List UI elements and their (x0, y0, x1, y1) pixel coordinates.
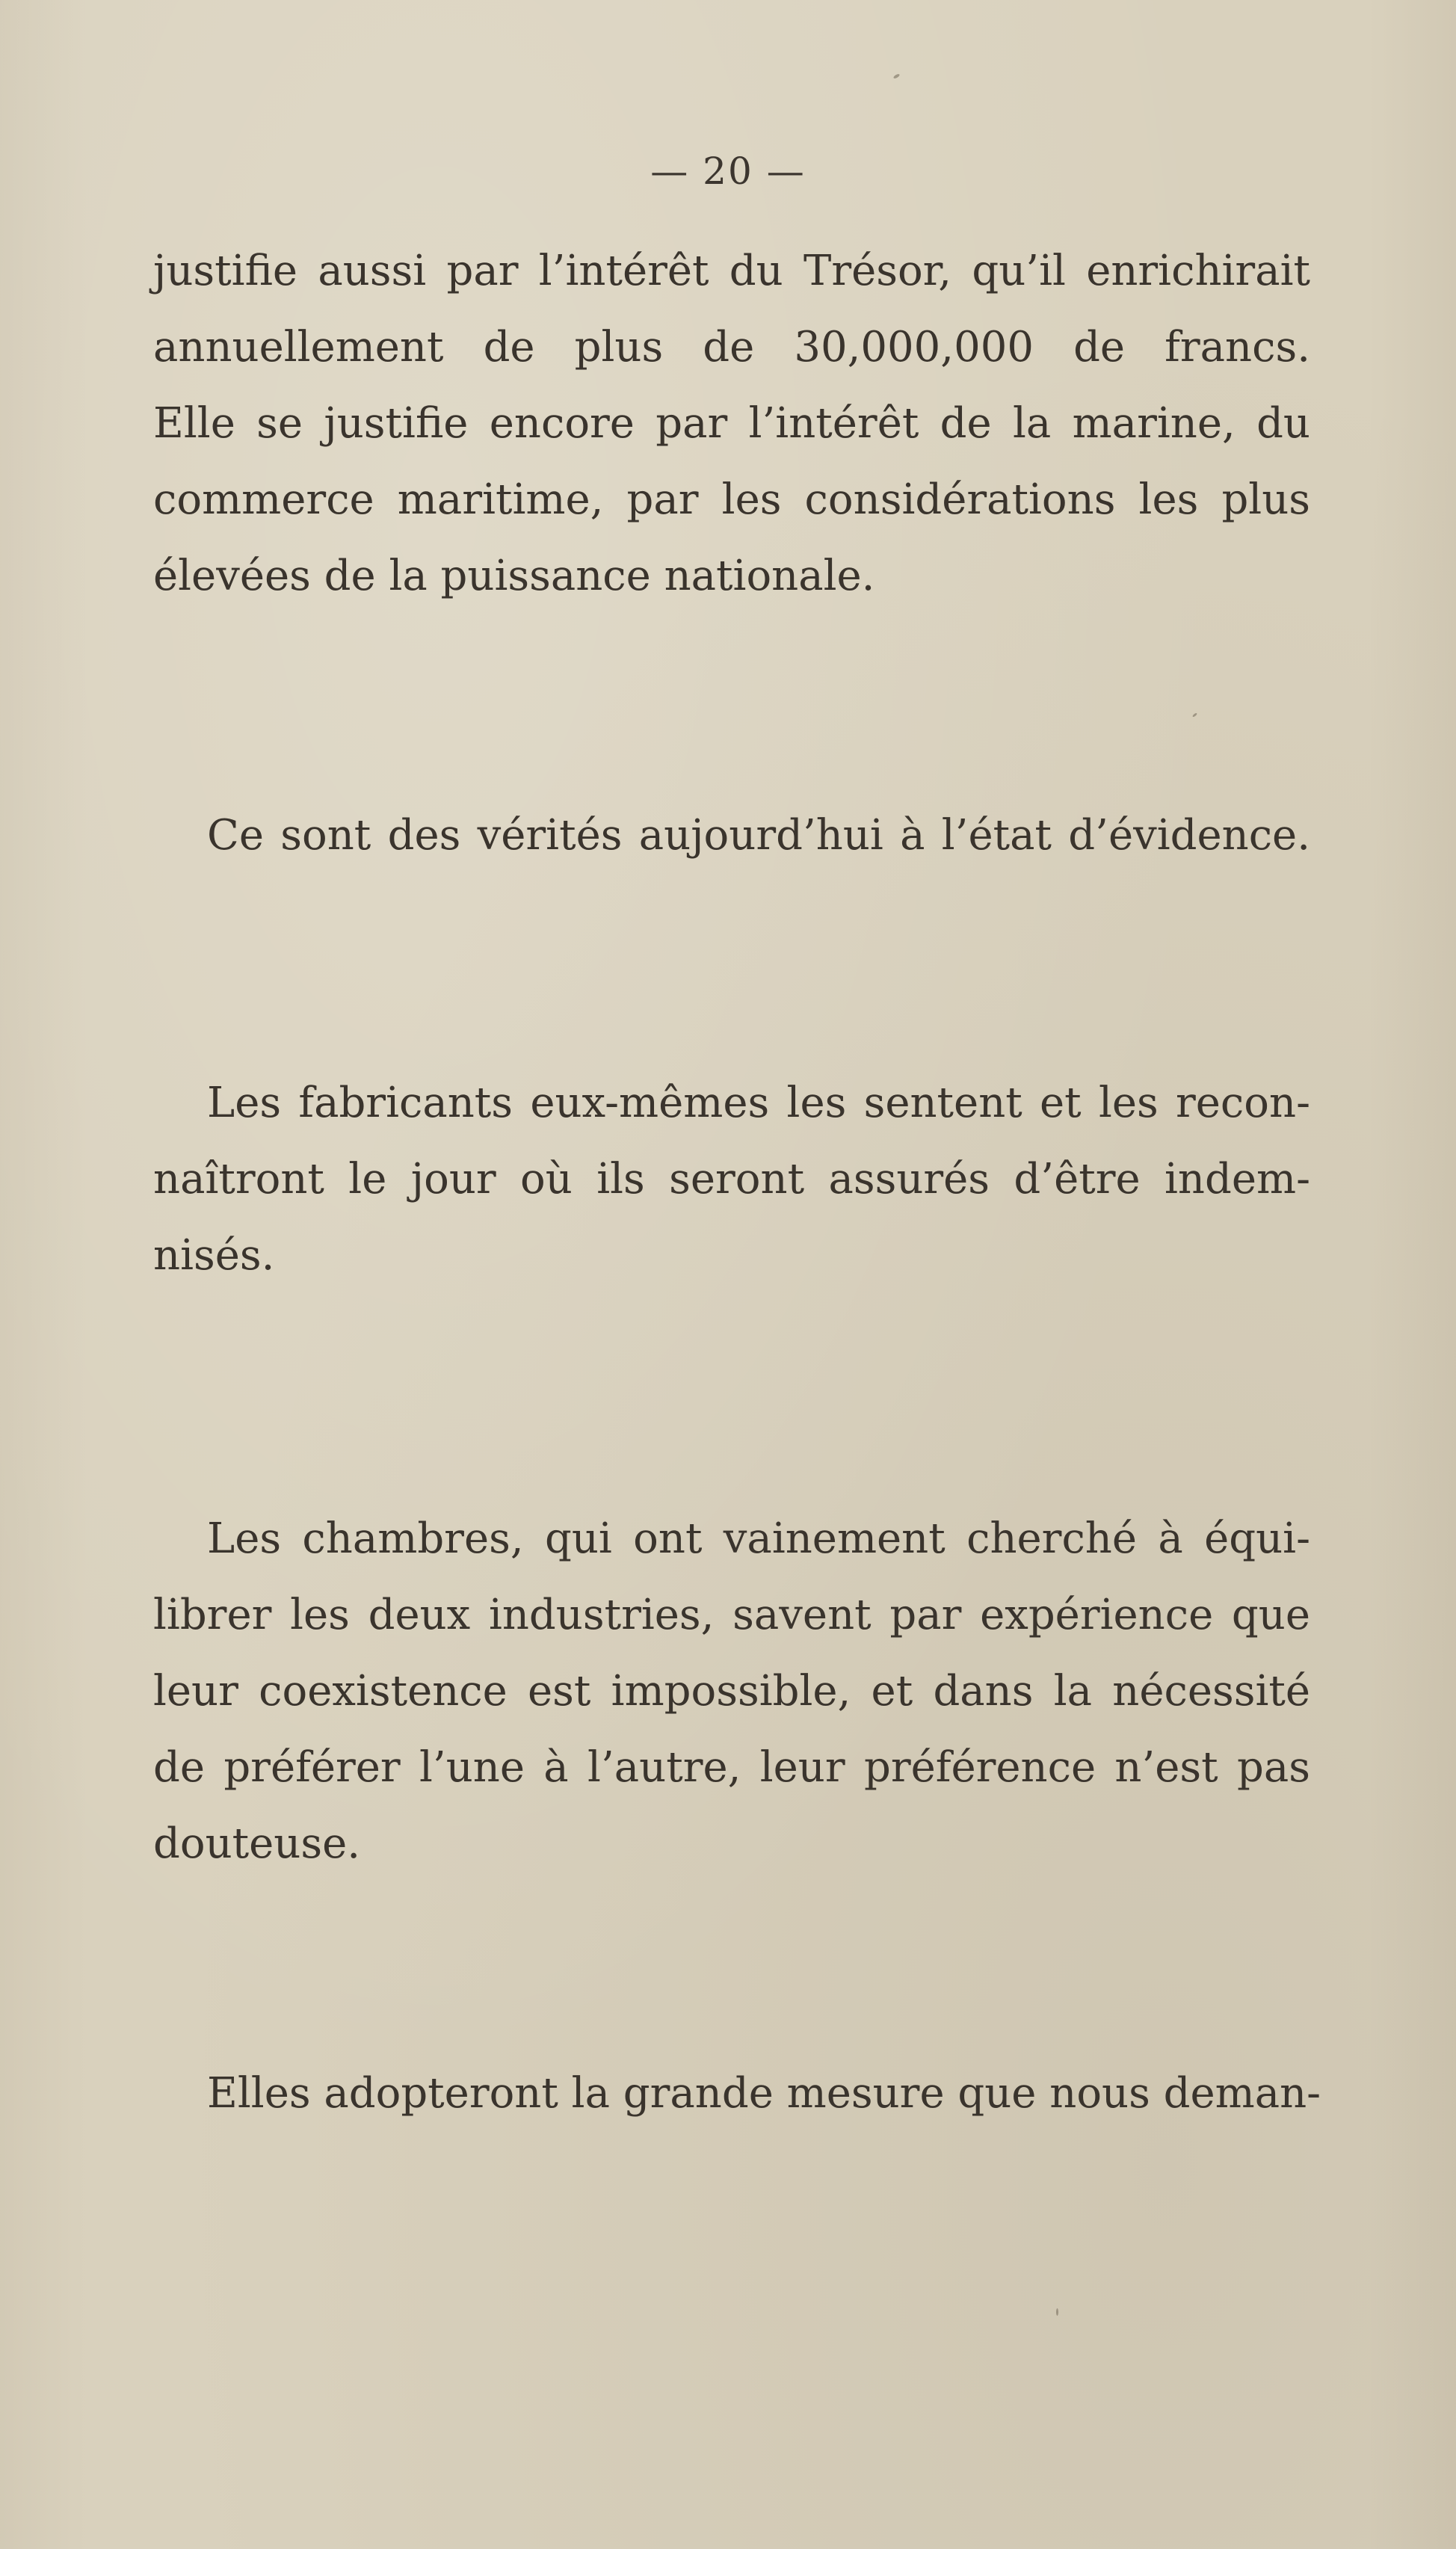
paragraph-5 (153, 2056, 1321, 2132)
paper-speck (1192, 712, 1197, 718)
text-line: commerce maritime, par les considérations les plus (153, 475, 1310, 524)
text-line: douteuse. (153, 1819, 361, 1868)
text-line: justifie aussi par l’intérêt du Trésor, qu’il enrichirait (153, 247, 1310, 295)
paragraph-3 (153, 1065, 1310, 1294)
paper-speck (893, 73, 901, 79)
text-line: annuellement de plus de 30,000,000 de francs. (153, 323, 1310, 372)
page-number: — 20 — (650, 150, 806, 193)
text-line: librer les deux industries, savent par expérience que (153, 1591, 1310, 1639)
text-line: Ce sont des vérités aujourd’hui à l’état d’évidence. (207, 811, 1310, 860)
text-line: nisés. (153, 1231, 275, 1280)
text-line: Les chambres, qui ont vainement cherché à équi- (207, 1514, 1310, 1563)
text-line: Les fabricants eux-mêmes les sentent et les recon- (207, 1079, 1310, 1127)
text-line: naîtront le jour où ils seront assurés d’être indem- (153, 1155, 1310, 1203)
text-line: de préférer l’une à l’autre, leur préférence n’est pas (153, 1743, 1310, 1792)
text-line: leur coexistence est impossible, et dans la nécessité (153, 1667, 1310, 1716)
paragraph-2 (153, 798, 1310, 874)
text-line: Elle se justifie encore par l’intérêt de la marine, du (153, 399, 1310, 448)
text-line: élevées de la puissance nationale. (153, 552, 875, 600)
paper-speck (1056, 2308, 1058, 2316)
paragraph-1 (153, 233, 1310, 614)
text-line: Elles adopteront la grande mesure que nous deman- (207, 2069, 1321, 2118)
paragraph-4 (153, 1501, 1310, 1882)
